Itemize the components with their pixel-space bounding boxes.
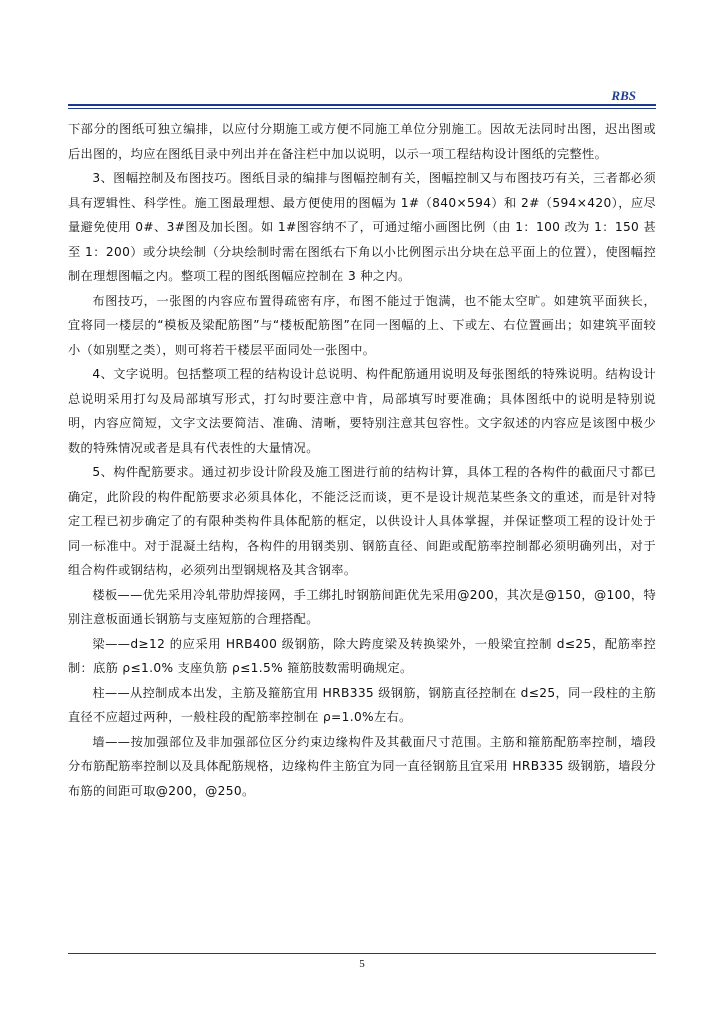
header-rule [68,104,656,112]
paragraph-reinforcement: 5、构件配筋要求。通过初步设计阶段及施工图进行前的结构计算，具体工程的各构件的截面尺寸都已确定，此阶段的构件配筋要求必须具体化，不能泛泛而谈，更不是设计规范某些条文的重述，而是针对特定工程已初步确定了的有限种类构件具体配筋的框定，以供设计人具体掌握，并保证整项工程的设计处于同一标准中。对于混凝土结构，各构件的用钢类别、钢筋直径、间距或配筋率控制都必须明确列出，对于组合构件或钢结构，必须列出型钢规格及其含钢率。 [68,465,656,577]
page-number: 5 [359,958,365,970]
paragraph-layout-technique: 布图技巧，一张图的内容应布置得疏密有序，布图不能过于饱满，也不能太空旷。如建筑平面狭长，宜将同一楼层的“模板及梁配筋图”与“楼板配筋图”在同一图幅的上、下或左、右位置画出；如建筑平面较小（如别墅之类），则可将若干楼层平面同处一张图中。 [68,293,656,357]
footer-rule [68,953,656,954]
header-brand: RBS [611,88,636,103]
paragraph-beam: 梁——d≥12 的应采用 HRB400 级钢筋，除大跨度梁及转换梁外，一般梁宜控制 d≤25，配筋率控制：底筋 ρ≤1.0% 支座负筋 ρ≤1.5% 箍筋肢数需明确规定。 [68,636,656,675]
paragraph-slab: 楼板——优先采用冷轧带肋焊接网，手工绑扎时钢筋间距优先采用@200，其次是@150，@100，特别注意板面通长钢筋与支座短筋的合理搭配。 [68,587,656,626]
paragraph-wall: 墙——按加强部位及非加强部位区分约束边缘构件及其截面尺寸范围。主筋和箍筋配筋率控制，墙段分布筋配筋率控制以及具体配筋规格，边缘构件主筋宜为同一直径钢筋且宜采用 HRB335 级钢筋，墙段分布筋的间距可取@200，@250。 [68,734,656,798]
paragraph-column: 柱——从控制成本出发，主筋及箍筋宜用 HRB335 级钢筋，钢筋直径控制在 d≤25，同一段柱的主筋直径不应超过两种，一般柱段的配筋率控制在 ρ=1.0%左右。 [68,685,656,724]
document-body [68,117,656,803]
paragraph-layout-control: 3、图幅控制及布图技巧。图纸目录的编排与图幅控制有关，图幅控制又与布图技巧有关，三者都必须具有逻辑性、科学性。施工图最理想、最方便使用的图幅为 1#（840×594）和 2#（594×420），应尽量避免使用 0#、3#图及加长图。如 1#图容纳不了，可通过缩小画图比例（由 1：100 改为 1：150 甚至 1：200）或分块绘制（分块绘制时需在图纸右下角以小比例图示出分块在总平面上的位置），使图幅控制在理想图幅之内。整项工程的图纸图幅应控制在 3 种之内。 [68,171,656,283]
paragraph-continuation: 下部分的图纸可独立编排，以应付分期施工或方便不同施工单位分别施工。因故无法同时出图，迟出图或后出图的，均应在图纸目录中列出并在备注栏中加以说明，以示一项工程结构设计图纸的完整性。 [68,122,656,161]
paragraph-text-notes: 4、文字说明。包括整项工程的结构设计总说明、构件配筋通用说明及每张图纸的特殊说明。结构设计总说明采用打勾及局部填写形式，打勾时要注意中肯，局部填写时要准确；具体图纸中的说明是特别说明，内容应简短，文字文法要简洁、准确、清晰，要特别注意其包容性。文字叙述的内容应是该图中极少数的特殊情况或者是具有代表性的大量情况。 [68,367,656,455]
